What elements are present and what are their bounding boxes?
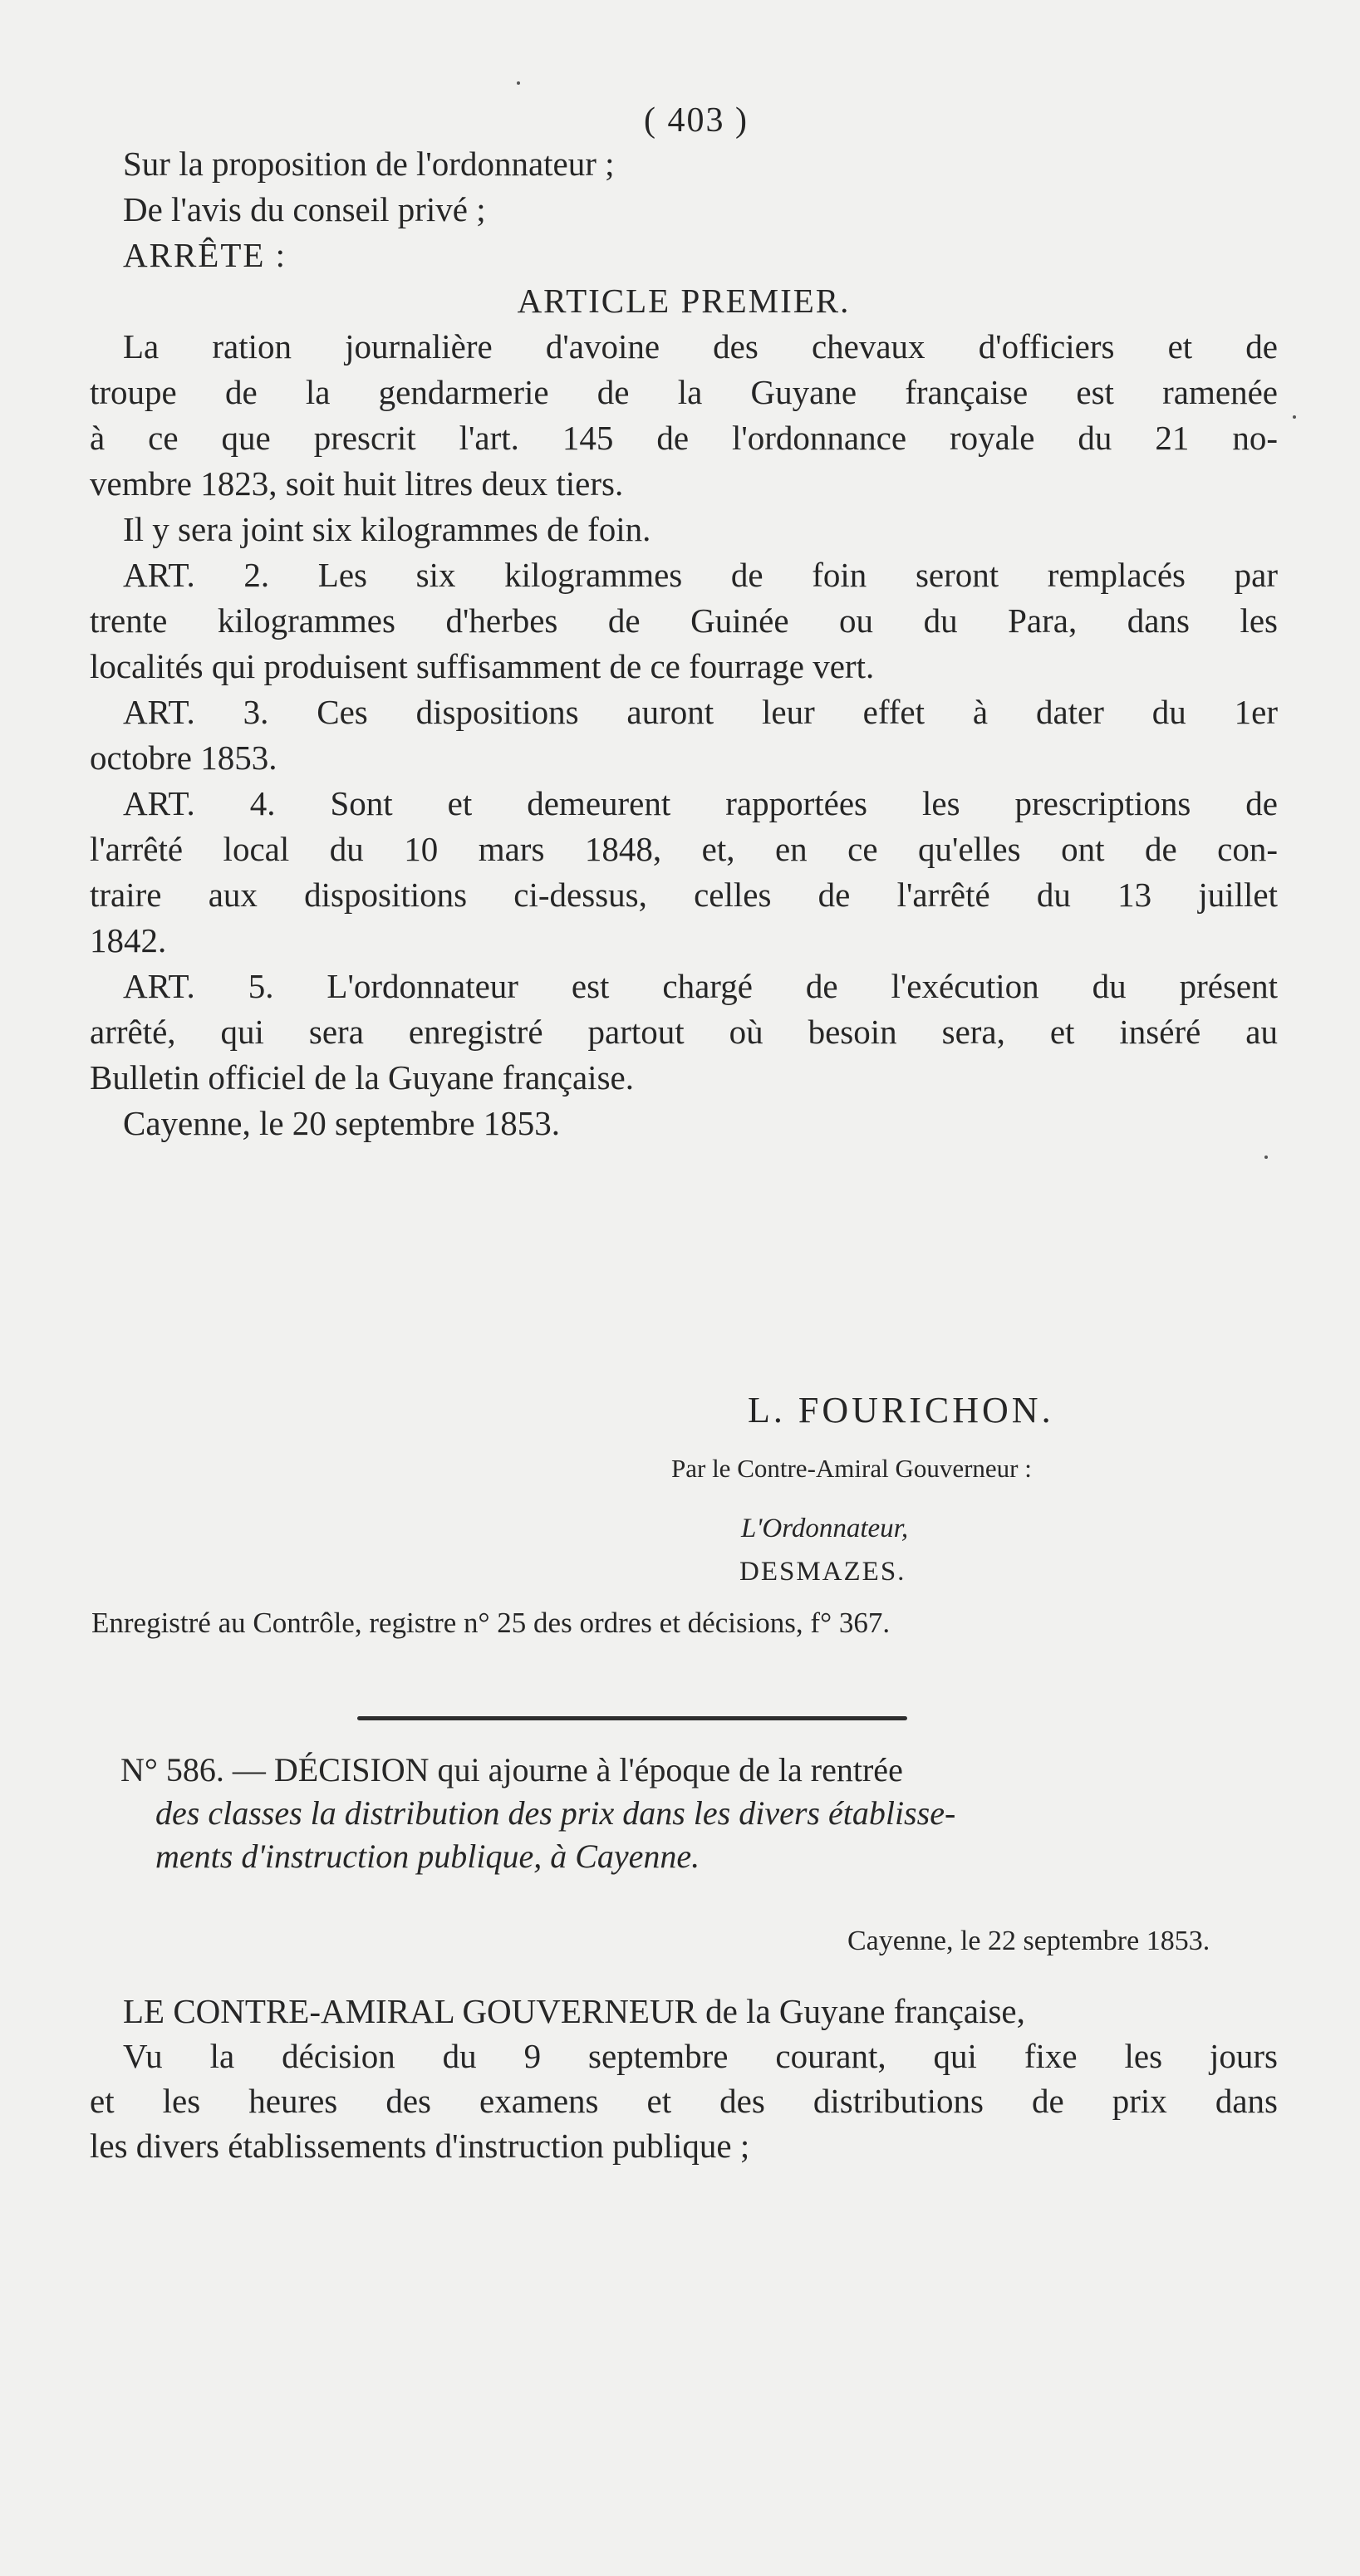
text-line: Cayenne, le 20 septembre 1853. (123, 1104, 561, 1142)
text-line: Vu la décision du 9 septembre courant, qui fixe les jours (123, 2037, 1278, 2075)
page-number: ( 403 ) (644, 101, 749, 140)
text-line: traire aux dispositions ci-dessus, celles de l'arrêté du 13 juillet (90, 876, 1278, 914)
text-line: localités qui produisent suffisamment de ce fourrage vert. (90, 647, 875, 685)
text-line: trente kilogrammes d'herbes de Guinée ou du Para, dans les (90, 601, 1278, 640)
signature-title: L'Ordonnateur, (741, 1514, 909, 1543)
section-divider (357, 1716, 907, 1720)
text-line: et les heures des examens et des distributions de prix dans (90, 2082, 1278, 2120)
text-line: LE CONTRE-AMIRAL GOUVERNEUR de la Guyane française, (123, 1992, 1025, 2030)
text-line: Il y sera joint six kilogrammes de foin. (123, 510, 651, 548)
text-line: 1842. (90, 921, 167, 959)
text-line: Bulletin officiel de la Guyane française. (90, 1058, 634, 1097)
text-line: ART. 2. Les six kilogrammes de foin seront remplacés par (123, 556, 1278, 594)
text-line: l'arrêté local du 10 mars 1848, et, en ce qu'elles ont de con- (90, 830, 1278, 868)
decision-line: des classes la distribution des prix dans les divers établisse- (155, 1794, 956, 1832)
decision-line: N° 586. — DÉCISION qui ajourne à l'époque de la rentrée (120, 1751, 903, 1788)
signature-name: L. FOURICHON. (748, 1390, 1054, 1430)
text-line: ART. 4. Sont et demeurent rapportées les prescriptions de (123, 784, 1278, 822)
registry-note: Enregistré au Contrôle, registre n° 25 des ordres et décisions, f° 367. (91, 1607, 891, 1639)
text-line: De l'avis du conseil privé ; (123, 190, 486, 228)
text-line: La ration journalière d'avoine des chevaux d'officiers et de (123, 327, 1278, 366)
text-line: ARRÊTE : (123, 236, 287, 274)
text-line: vembre 1823, soit huit litres deux tiers. (90, 464, 624, 503)
text-line: octobre 1853. (90, 738, 277, 777)
text-line: les divers établissements d'instruction publique ; (90, 2127, 750, 2165)
text-line: ART. 3. Ces dispositions auront leur effet à dater du 1er (123, 693, 1278, 731)
text-line: troupe de la gendarmerie de la Guyane française est ramenée (90, 373, 1278, 411)
text-line: arrêté, qui sera enregistré partout où besoin sera, et inséré au (90, 1013, 1278, 1051)
text-line: Sur la proposition de l'ordonnateur ; (123, 145, 615, 183)
signature-subtitle: Par le Contre-Amiral Gouverneur : (671, 1454, 1032, 1483)
text-line: à ce que prescrit l'art. 145 de l'ordonnance royale du 21 no- (90, 419, 1278, 457)
main-text-block (90, 141, 1278, 1146)
place-date: Cayenne, le 22 septembre 1853. (847, 1926, 1210, 1956)
signature-name-second: DESMAZES. (739, 1557, 906, 1587)
article-heading: ARTICLE PREMIER. (517, 282, 851, 320)
final-text-block (90, 1989, 1278, 2168)
decision-block (112, 1749, 1284, 1878)
text-line: ART. 5. L'ordonnateur est chargé de l'exécution du présent (123, 967, 1278, 1005)
decision-line: ments d'instruction publique, à Cayenne. (155, 1838, 700, 1875)
